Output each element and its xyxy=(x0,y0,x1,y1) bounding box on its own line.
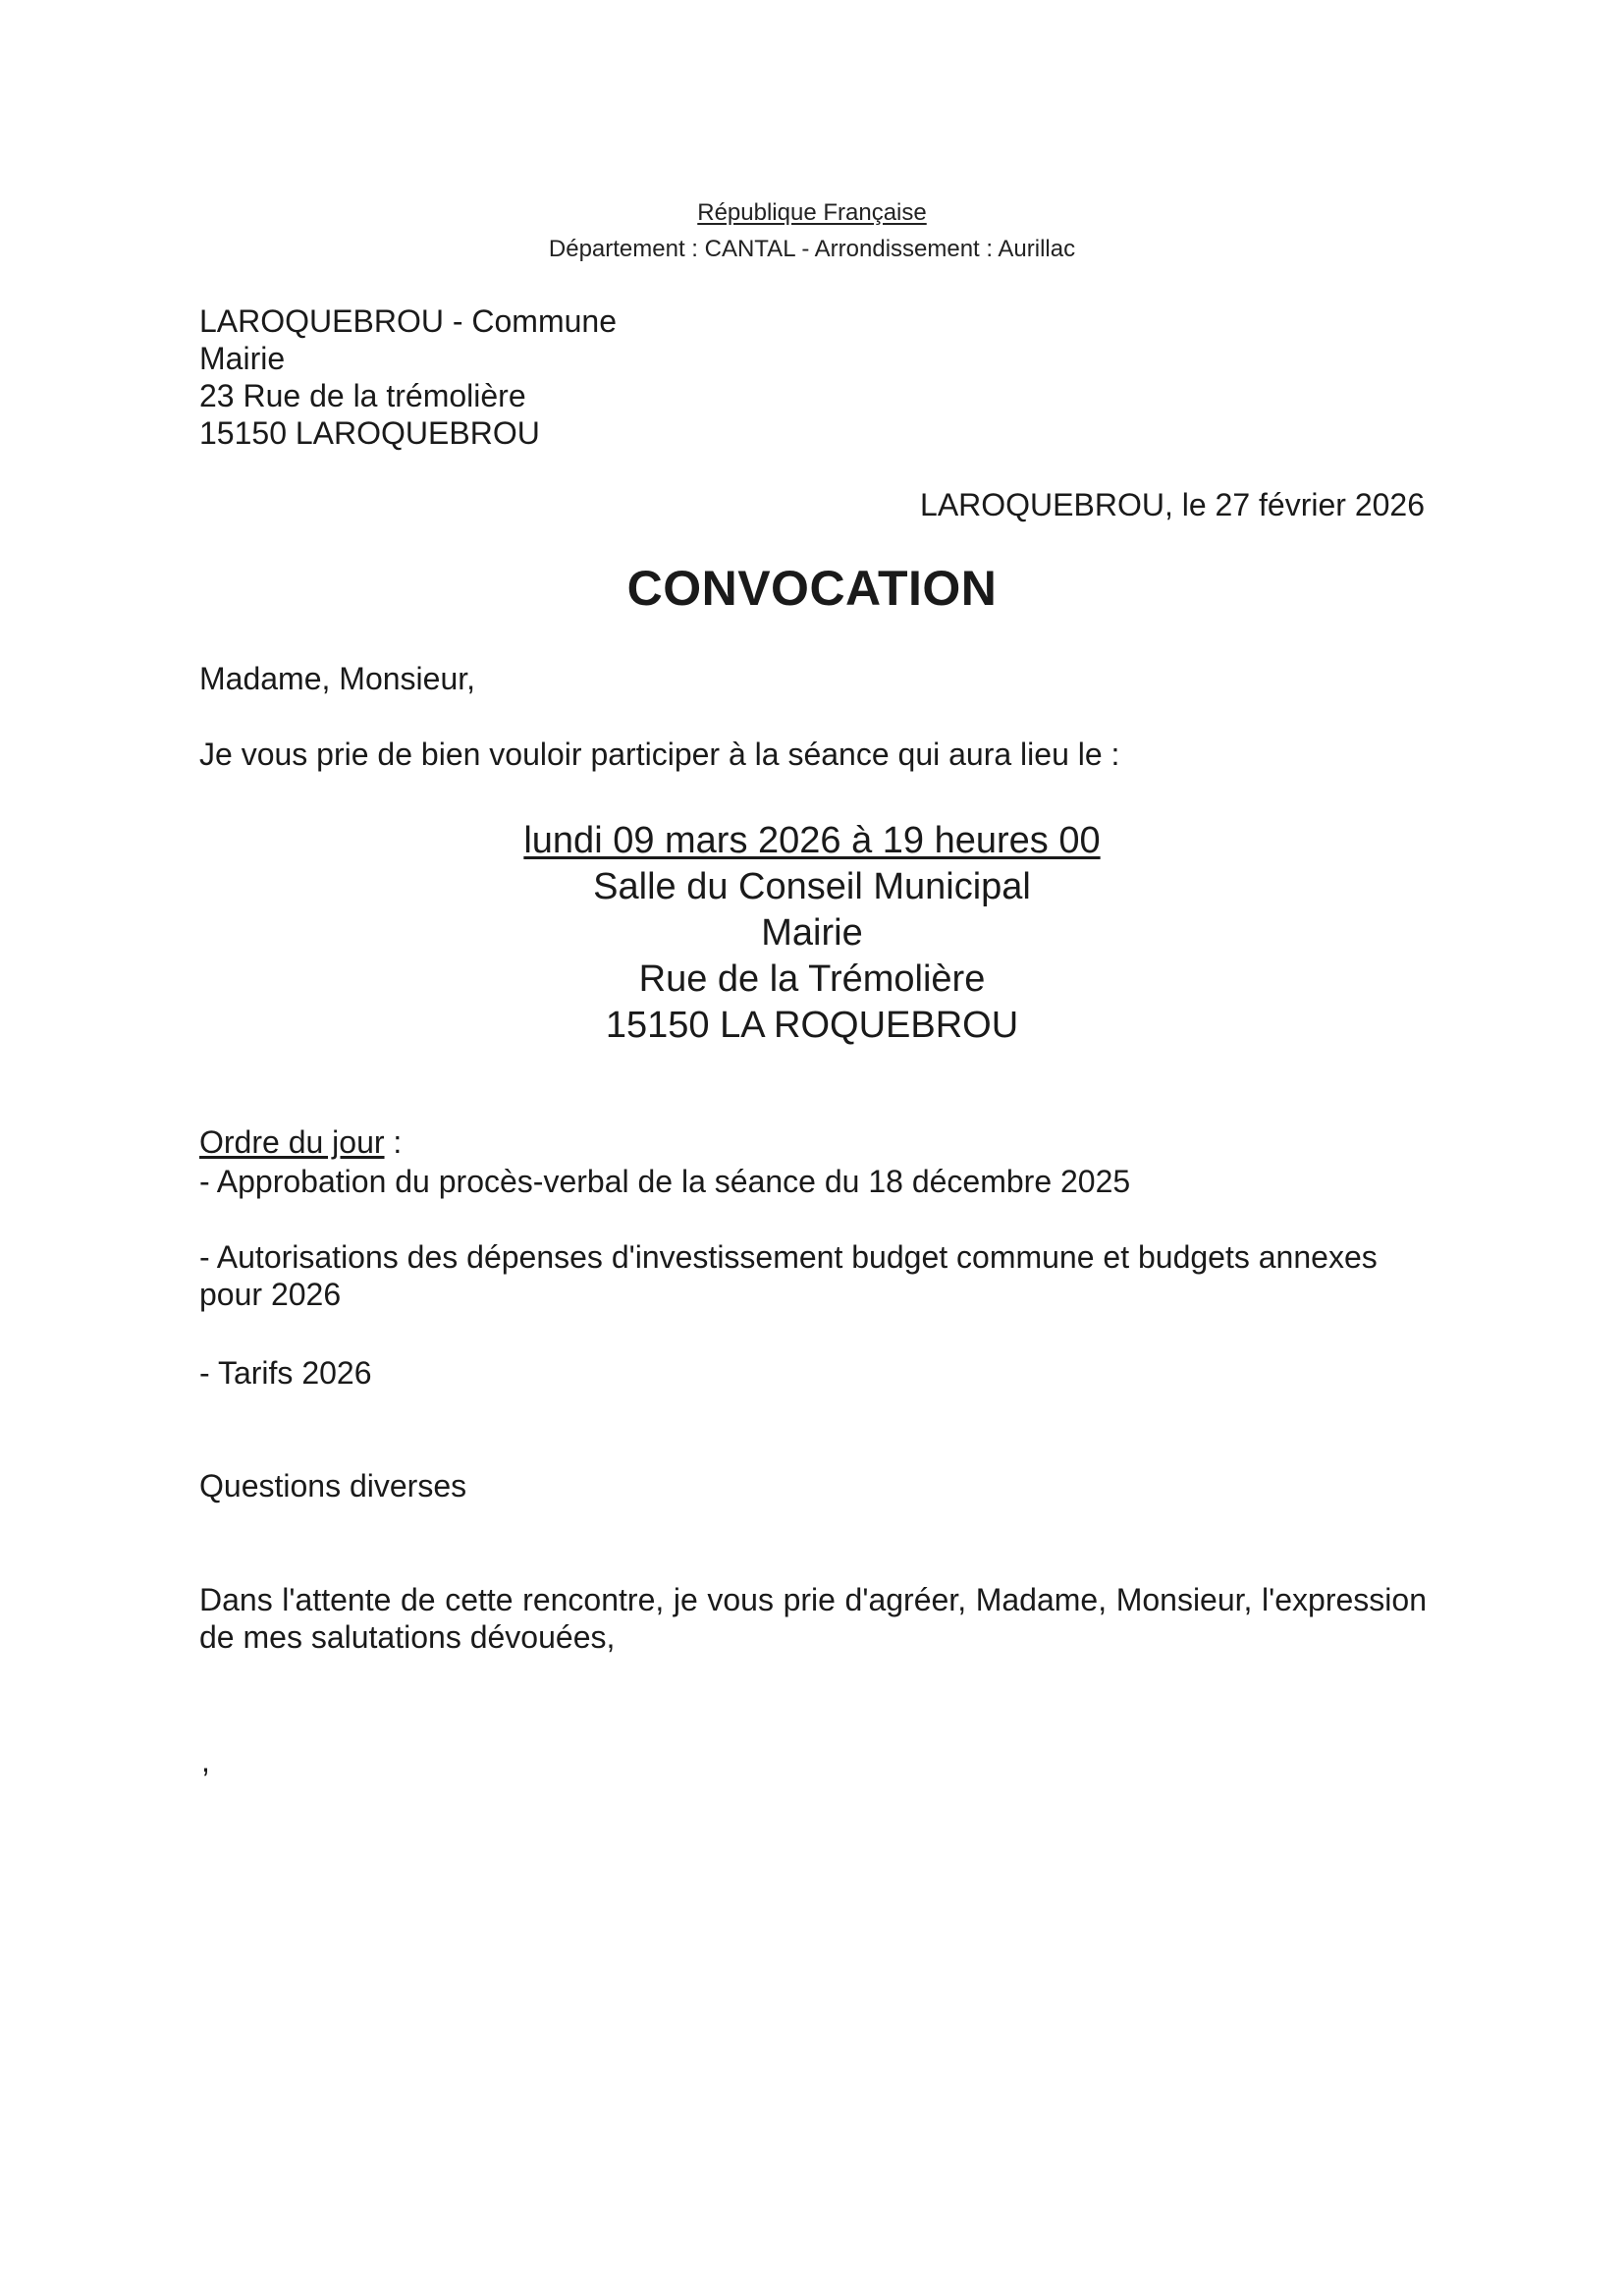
meeting-datetime: lundi 09 mars 2026 à 19 heures 00 xyxy=(523,820,1101,861)
sender-line-4: 15150 LAROQUEBROU xyxy=(199,415,540,451)
republic-heading: République Française xyxy=(697,199,927,226)
closing-paragraph: Dans l'attente de cette rencontre, je vous prie d'agréer, Madame, Monsieur, l'expression de mes salutations dévouées, xyxy=(199,1582,1427,1655)
agenda-heading xyxy=(199,1124,402,1161)
meeting-room: Salle du Conseil Municipal xyxy=(593,866,1031,907)
agenda-label: Ordre du jour xyxy=(199,1124,385,1160)
agenda-item-3: - Tarifs 2026 xyxy=(199,1355,372,1391)
meeting-city: 15150 LA ROQUEBROU xyxy=(605,1005,1019,1046)
agenda-item-1: - Approbation du procès-verbal de la séance du 18 décembre 2025 xyxy=(199,1164,1131,1199)
salutation: Madame, Monsieur, xyxy=(199,661,476,696)
sender-line-1: LAROQUEBROU - Commune xyxy=(199,303,617,339)
agenda-item-2: - Autorisations des dépenses d'investissement budget commune et budgets annexes xyxy=(199,1239,1378,1275)
signature-mark: , xyxy=(201,1743,210,1778)
intro-sentence: Je vous prie de bien vouloir participer à la séance qui aura lieu le : xyxy=(199,737,1120,772)
document-title: CONVOCATION xyxy=(626,561,998,616)
sender-line-3: 23 Rue de la trémolière xyxy=(199,378,526,413)
place-date: LAROQUEBROU, le 27 février 2026 xyxy=(920,487,1425,522)
agenda-item-2-continued: pour 2026 xyxy=(199,1277,342,1312)
department-line: Département : CANTAL - Arrondissement : Aurillac xyxy=(548,236,1076,262)
sender-line-2: Mairie xyxy=(199,341,286,376)
meeting-street: Rue de la Trémolière xyxy=(638,958,986,1000)
meeting-building: Mairie xyxy=(761,912,863,954)
questions-diverses: Questions diverses xyxy=(199,1468,467,1503)
agenda-label-suffix: : xyxy=(384,1124,403,1160)
